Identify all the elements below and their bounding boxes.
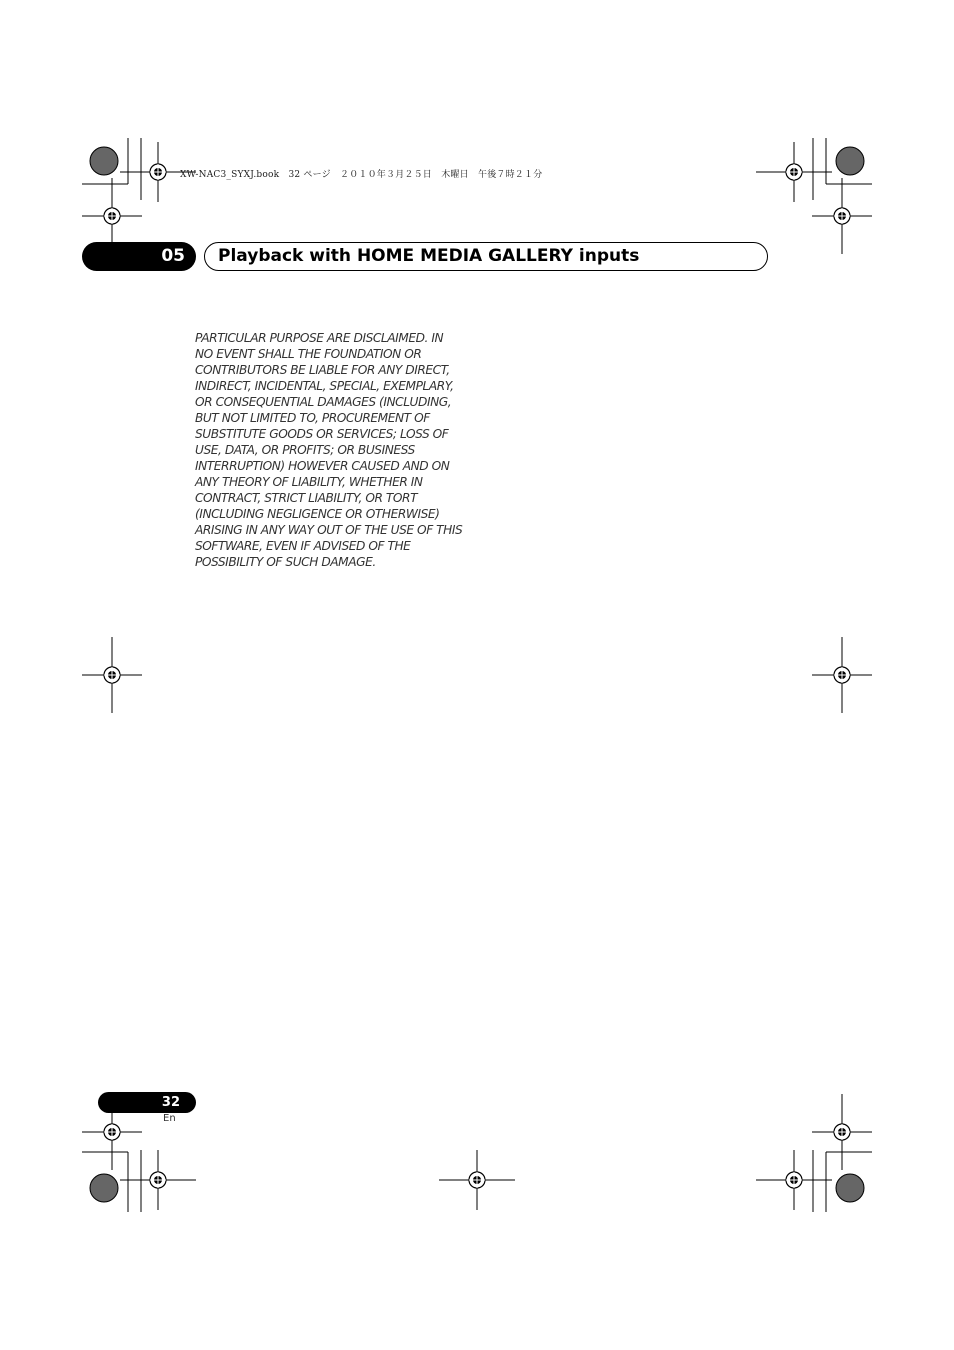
page-number-tab: 32	[98, 1092, 196, 1113]
corner-mark-bottom-right	[756, 1094, 872, 1212]
chapter-number-tab: 05	[82, 242, 196, 271]
text-line: SUBSTITUTE GOODS OR SERVICES; LOSS OF	[195, 427, 449, 441]
text-line: POSSIBILITY OF SUCH DAMAGE.	[195, 555, 376, 569]
text-line: ANY THEORY OF LIABILITY, WHETHER IN	[195, 475, 423, 489]
corner-mark-top-left	[82, 138, 196, 254]
text-line: CONTRACT, STRICT LIABILITY, OR TORT	[195, 491, 418, 505]
text-line: NO EVENT SHALL THE FOUNDATION OR	[195, 347, 422, 361]
text-line: INDIRECT, INCIDENTAL, SPECIAL, EXEMPLARY,	[195, 379, 454, 393]
text-line: PARTICULAR PURPOSE ARE DISCLAIMED. IN	[195, 331, 444, 345]
text-line: USE, DATA, OR PROFITS; OR BUSINESS	[195, 443, 415, 457]
text-line: CONTRIBUTORS BE LIABLE FOR ANY DIRECT,	[195, 363, 450, 377]
corner-mark-top-right	[756, 138, 872, 254]
print-job-info: XW-NAC3_SYXJ.book 32 ページ ２０１０年３月２５日 木曜日 午後７時２１分	[180, 170, 543, 180]
text-line: ARISING IN ANY WAY OUT OF THE USE OF THIS	[195, 523, 463, 537]
page-language: En	[163, 1113, 176, 1124]
license-disclaimer-text	[195, 330, 485, 570]
text-line: SOFTWARE, EVEN IF ADVISED OF THE	[195, 539, 411, 553]
text-line: INTERRUPTION) HOWEVER CAUSED AND ON	[195, 459, 450, 473]
registration-mark-bottom-center	[439, 1150, 515, 1210]
chapter-title-box	[204, 242, 768, 271]
text-line: BUT NOT LIMITED TO, PROCUREMENT OF	[195, 411, 430, 425]
text-line: (INCLUDING NEGLIGENCE OR OTHERWISE)	[195, 507, 440, 521]
text-line: OR CONSEQUENTIAL DAMAGES (INCLUDING,	[195, 395, 452, 409]
chapter-title: Playback with HOME MEDIA GALLERY inputs	[218, 246, 640, 266]
registration-mark-right	[812, 637, 872, 713]
registration-mark-left	[82, 637, 142, 713]
